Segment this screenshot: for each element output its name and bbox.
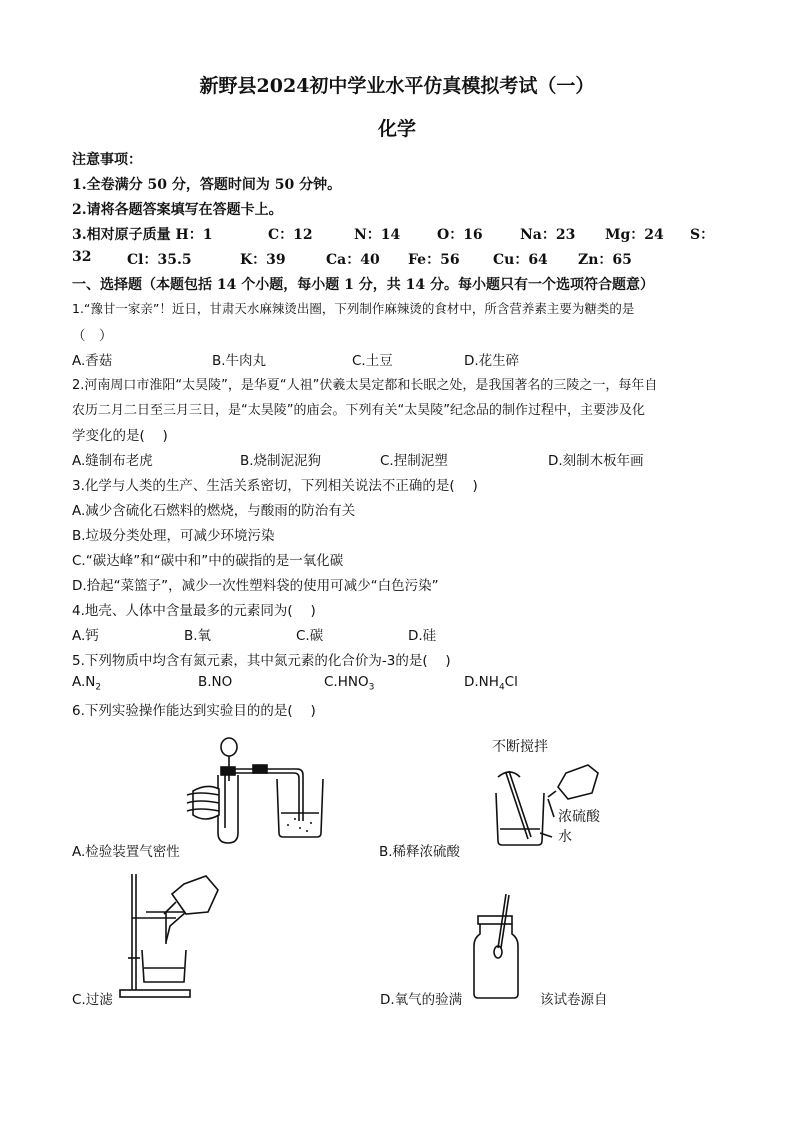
q2-stem-line1: 2.河南周口市淮阳“太昊陵”，是华夏“人祖”伏羲太昊定都和长眠之处，是我国著名的三陵之一，每年自 [72,378,658,393]
notes-heading: 注意事项： [72,152,142,168]
q3-option-b: B.垃圾分类处理，可减少环境污染 [72,528,275,544]
q2-option-c: C.捏制泥塑 [380,453,448,469]
q5-option-a: $A.N_2$ [72,674,102,693]
fig-b-label-water: 水 [558,829,572,845]
figure-filtration [110,862,230,1000]
q3-option-c: C.“碳达峰”和“碳中和”中的碳指的是一氧化碳 [72,553,344,569]
q1-bracket: （ ） [72,328,113,344]
figure-dilute-acid [488,733,608,851]
q5-stem: 5.下列物质中均含有氮元素，其中氮元素的化合价为-3的是( ) [72,653,451,669]
mass-s-value: 32 [72,249,92,265]
mass-n: N：14 [354,227,401,243]
q2-option-a: A.缝制布老虎 [72,453,153,469]
q6-option-c: C.过滤 [72,992,113,1008]
q3-option-d: D.拾起“菜篮子”，减少一次性塑料袋的使用可减少“白色污染” [72,578,439,594]
note-item-2: 2.请将各题答案填写在答题卡上。 [72,202,283,218]
mass-s: S： [690,227,715,243]
q6-option-a: A.检验装置气密性 [72,844,180,860]
mass-c: C：12 [268,227,313,243]
mass-fe: Fe：56 [408,252,460,268]
q1-option-c: C.土豆 [352,353,393,369]
figure-oxygen-test [470,888,532,1000]
q2-option-d: D.刻制木板年画 [548,453,644,469]
q4-option-b: B.氧 [184,628,212,644]
fig-b-label-stir: 不断搅拌 [492,739,548,755]
mass-cu: Cu：64 [493,252,548,268]
section-heading: 一、选择题（本题包括 14 个小题，每小题 1 分，共 14 分。每小题只有一个选项符合题意） [72,277,654,293]
mass-ca: Ca：40 [326,252,380,268]
exam-title: 新野县2024初中学业水平仿真模拟考试（一） [199,75,595,97]
q2-stem-line3: 学变化的是( ) [72,428,168,444]
q6-option-b: B.稀释浓硫酸 [379,844,461,860]
mass-k: K：39 [240,252,286,268]
q4-option-c: C.碳 [296,628,324,644]
q2-stem-line2: 农历二月二日至三月三日，是“太昊陵”的庙会。下列有关“太昊陵”纪念品的制作过程中，主要涉及化 [72,403,645,418]
q1-stem: 1.“豫甘一家亲”！近日，甘肃天水麻辣烫出圈，下列制作麻辣烫的食材中，所含营养素主要为糖类的是 [72,301,635,316]
figure-gas-tightness [185,733,330,848]
q1-option-a: A.香菇 [72,353,113,369]
q4-option-d: D.硅 [408,628,437,644]
atomic-mass-label: 3.相对原子质量 H：1 [72,227,213,243]
q1-option-b: B.牛肉丸 [212,353,267,369]
q6-option-d: D.氧气的验满 [380,992,463,1008]
mass-zn: Zn：65 [578,252,632,268]
mass-cl: Cl：35.5 [127,252,192,268]
q3-option-a: A.减少含硫化石燃料的燃烧，与酸雨的防治有关 [72,503,356,519]
mass-na: Na：23 [520,227,576,243]
watermark-text: 该试卷源自 [540,992,608,1008]
note-item-1: 1.全卷满分 50 分，答题时间为 50 分钟。 [72,177,342,193]
q5-option-b: B.NO [198,674,233,690]
q4-option-a: A.钙 [72,628,99,644]
q2-option-b: B.烧制泥泥狗 [240,453,322,469]
q3-stem: 3.化学与人类的生产、生活关系密切，下列相关说法不正确的是( ) [72,478,478,494]
q1-option-d: D.花生碎 [464,353,520,369]
fig-b-label-acid: 浓硫酸 [558,809,600,825]
q5-option-c: $C.HNO_3$ [324,674,375,693]
exam-subject: 化学 [377,118,416,140]
q6-stem: 6.下列实验操作能达到实验目的的是( ) [72,703,316,719]
mass-mg: Mg：24 [605,227,664,243]
mass-o: O：16 [437,227,483,243]
q4-stem: 4.地壳、人体中含量最多的元素同为( ) [72,603,316,619]
q5-option-d: $D.NH_4Cl$ [464,674,518,693]
